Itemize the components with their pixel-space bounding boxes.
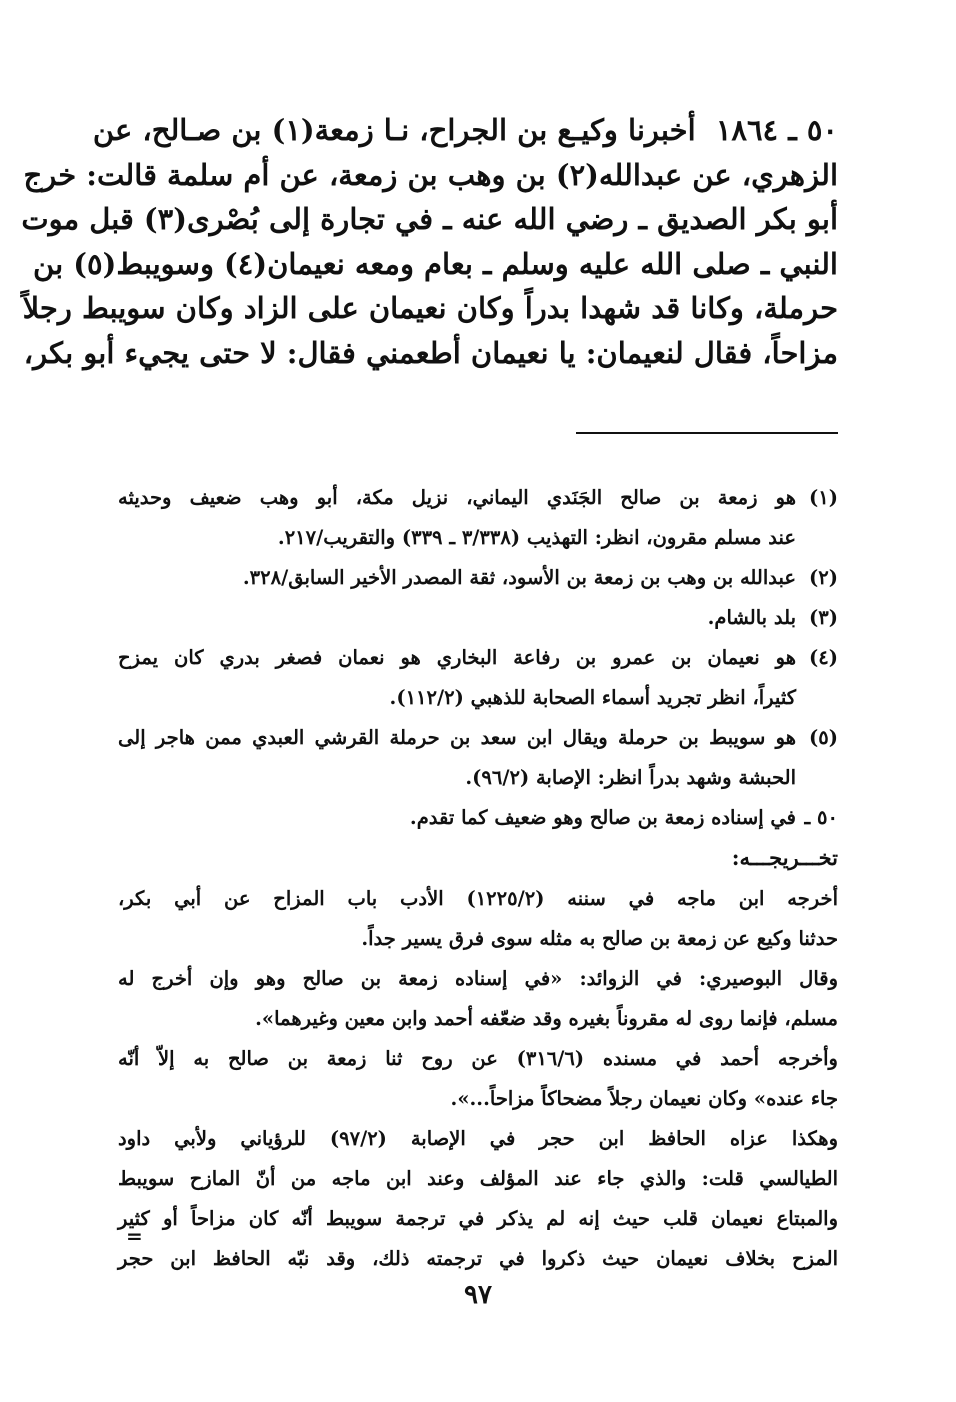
main-line: أبو بكر الصديق ـ رضي الله عنه ـ في تجارة إلى بُصْرى(٣) قبل موت	[21, 202, 838, 236]
footnote-5	[118, 718, 838, 798]
takhrij-line: وهكذا عزاه الحافظ ابن حجر في الإصابة (٩٧/٢) للرؤياني ولأبي داود	[118, 1127, 839, 1150]
main-line: حرملة، وكانا قد شهدا بدراً وكان نعيمان على الزاد وكان سويبط رجلاً	[22, 291, 838, 325]
page-number: ٩٧	[464, 1280, 492, 1310]
takhrij-section	[118, 838, 838, 1279]
takhrij-line: وأخرجه أحمد في مسنده (٣١٦/٦) عن روح ثنا زمعة بن صالح به إلاّ أنّه	[118, 1047, 838, 1070]
takhrij-line: المزح بخلاف نعيمان حيث ذكروا في ترجمته ذلك، وقد نبّه الحافظ ابن حجر	[118, 1247, 838, 1270]
takhrij-line: أخرجه ابن ماجه في سننه (١٢٢٥/٢) الأدب باب المزاح عن أبي بكر،	[118, 887, 838, 910]
takhrij-line: الطيالسي قلت: والذي جاء عند المؤلف وعند ابن ماجه من أنّ المازح سويبط	[118, 1167, 838, 1190]
footnote-line: هو سويبط بن حرملة ويقال ابن سعد بن حرملة القرشي العبدي ممن هاجر إلى	[118, 726, 796, 749]
footnote-2	[118, 558, 838, 598]
takhrij-line: جاء عنده» وكان نعيمان رجلاً مضحاكاً مزاحاً...».	[450, 1087, 838, 1110]
takhrij-line: حدثنا وكيع عن زمعة بن صالح به مثله سوى فرق يسير جداً.	[361, 927, 838, 950]
footnote-line: هو زمعة بن صالح الجَنَدي اليماني، نزيل مكة، أبو وهب ضعيف وحديثه	[118, 486, 796, 509]
footnote-number: (١)	[809, 486, 838, 509]
footnote-separator	[576, 432, 838, 434]
footnote-3	[118, 598, 838, 638]
footnotes	[118, 478, 838, 1279]
main-line: مزاحاً، فقال لنعيمان: يا نعيمان أطعمني فقال: لا حتى يجيء أبو بكر،	[23, 335, 838, 370]
footnote-number: (٢)	[809, 566, 838, 589]
main-line: النبي ـ صلى الله عليه وسلم ـ بعام ومعه نعيمان(٤) وسويبط(٥) بن	[33, 246, 838, 281]
footnote-1	[118, 478, 838, 558]
main-line: ٥٠ ـ ١٨٦٤ أخبرنا وكيـع بن الجراح، نـا زمعة(١) بن صـالح، عن	[92, 113, 838, 147]
footnote-line: الحبشة وشهد بدراً انظر: الإصابة (٩٦/٢).	[465, 766, 796, 789]
hadith-note	[118, 798, 838, 838]
footnote-line: بلد بالشام.	[707, 606, 796, 629]
footnote-line: كثيراً، انظر تجريد أسماء الصحابة للذهبي (١١٢/٢).	[389, 686, 796, 709]
footnote-line: عبدالله بن وهب بن زمعة بن الأسود، ثقة المصدر الأخير السابق/٣٢٨.	[242, 566, 796, 589]
hadith-number: ٥٠ ـ ١٨٦٤	[715, 113, 838, 147]
footnote-line: عند مسلم مقرون، انظر: التهذيب (٣/٣٣٨ ـ ٣٣٩) والتقريب/٢١٧.	[277, 526, 796, 549]
continuation-mark: =	[126, 1224, 143, 1248]
main-line: الزهري، عن عبدالله(٢) بن وهب بن زمعة، عن أم سلمة قالت: خرج	[23, 157, 838, 192]
takhrij-line: والمبتاع نعيمان قلب حيث إنه لم يذكر في ترجمة سويبط أنّه كان مزاحاً أو كثير	[118, 1207, 838, 1230]
footnote-line: هو نعيمان بن عمرو بن رفاعة البخاري هو نعمان فصغر بدري كان يمزح	[118, 646, 796, 669]
hadith-text	[21, 108, 838, 375]
footnote-number: (٣)	[809, 606, 838, 629]
hadith-note-number: ٥٠ ـ	[804, 806, 838, 829]
footnote-number: (٥)	[809, 726, 838, 749]
footnote-number: (٤)	[809, 646, 838, 669]
footnote-line: في إسناده زمعة بن صالح وهو ضعيف كما تقدم.	[409, 806, 796, 829]
takhrij-line: وقال البوصيري: في الزوائد: «في إسناده زمعة بن صالح وهو وإن أخرج له	[118, 967, 838, 990]
takhrij-heading: تخـــريجـــه:	[731, 845, 838, 870]
takhrij-line: مسلم، فإنما روى له مقروناً بغيره وقد ضعّفه أحمد وابن معين وغيرهما».	[255, 1007, 838, 1030]
footnote-4	[118, 638, 838, 718]
